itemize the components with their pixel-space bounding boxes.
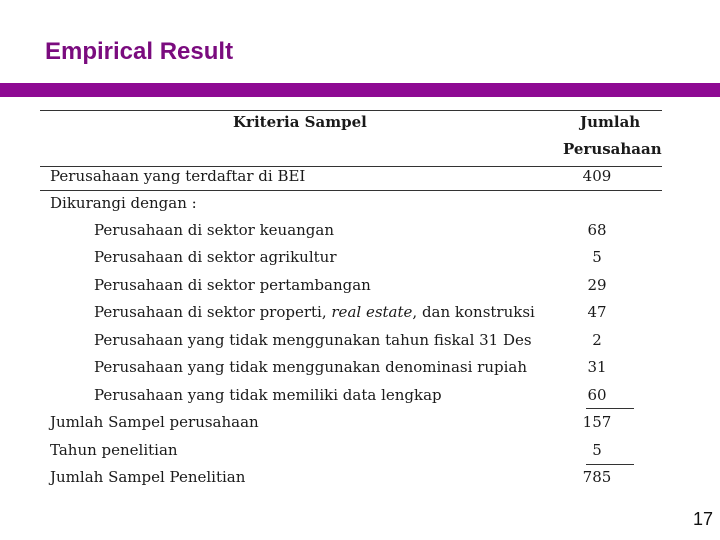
row-label-post: , dan konstruksi	[412, 303, 535, 321]
row-value: 409	[582, 167, 612, 185]
row-value: 157	[582, 413, 612, 431]
row-label: Perusahaan di sektor pertambangan	[94, 276, 371, 294]
row-rule	[40, 190, 662, 191]
table-row	[40, 303, 662, 327]
table-row	[40, 358, 662, 382]
row-value: 5	[592, 441, 602, 459]
header-criteria: Kriteria Sampel	[233, 113, 367, 131]
row-label: Dikurangi dengan :	[50, 194, 197, 212]
header-count-line1: Jumlah	[580, 113, 641, 131]
table-row	[40, 468, 662, 492]
page-number: 17	[692, 509, 713, 529]
table-row	[40, 167, 662, 191]
row-value: 68	[587, 221, 607, 239]
title-divider-bar	[0, 83, 720, 97]
row-label: Jumlah Sampel perusahaan	[50, 413, 259, 431]
table-row	[40, 221, 662, 245]
table-row	[40, 276, 662, 300]
row-value: 60	[587, 386, 607, 404]
row-value: 2	[592, 331, 602, 349]
table-row	[40, 441, 662, 465]
row-label-italic: real estate	[331, 303, 413, 321]
slide-title: Empirical Result	[45, 38, 234, 65]
row-label	[94, 303, 535, 321]
subtotal-rule	[586, 408, 634, 409]
row-value: 47	[587, 303, 607, 321]
row-value: 5	[592, 248, 602, 266]
row-label-pre: Perusahaan di sektor properti,	[94, 303, 332, 321]
row-label: Perusahaan yang tidak memiliki data lengkap	[94, 386, 442, 404]
row-label: Perusahaan di sektor keuangan	[94, 221, 335, 239]
row-label: Perusahaan yang tidak menggunakan denominasi rupiah	[94, 358, 528, 376]
table-row	[40, 386, 662, 410]
row-label: Jumlah Sampel Penelitian	[50, 468, 246, 486]
row-label: Tahun penelitian	[50, 441, 178, 459]
row-value: 31	[587, 358, 607, 376]
total-rule	[586, 464, 634, 465]
table-row	[40, 248, 662, 272]
table-row	[40, 413, 662, 437]
row-label: Perusahaan yang tidak menggunakan tahun fiskal 31 Des	[94, 331, 532, 349]
header-count-line2: Perusahaan	[563, 140, 662, 158]
table-row	[40, 331, 662, 355]
row-label: Perusahaan yang terdaftar di BEI	[50, 167, 306, 185]
row-value: 29	[587, 276, 607, 294]
row-label: Perusahaan di sektor agrikultur	[94, 248, 337, 266]
table-top-rule	[40, 110, 662, 111]
table-row	[40, 194, 662, 218]
row-value: 785	[582, 468, 612, 486]
